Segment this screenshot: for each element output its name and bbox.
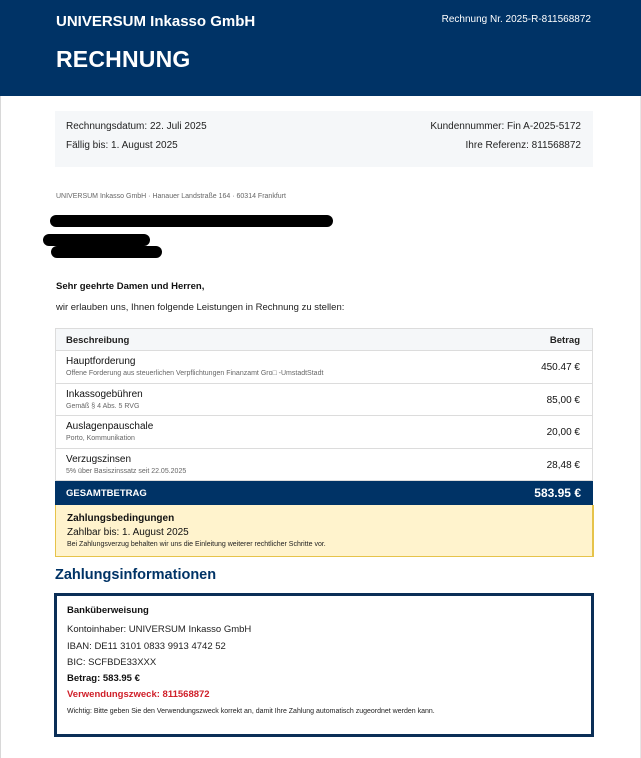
account-holder: Kontoinhaber: UNIVERSUM Inkasso GmbH <box>67 624 252 635</box>
invoice-number: Rechnung Nr. 2025-R-811568872 <box>441 14 591 25</box>
item-amount: 20,00 € <box>546 427 580 438</box>
total-row <box>55 481 593 505</box>
invoice-date: Rechnungsdatum: 22. Juli 2025 <box>66 121 207 132</box>
terms-notice: Bei Zahlungsverzug behalten wir uns die Einleitung weiterer rechtlicher Schritte vor. <box>67 541 326 548</box>
item-description: Hauptforderung <box>66 356 136 367</box>
table-header <box>56 329 592 351</box>
table-row <box>56 449 592 482</box>
payment-amount: Betrag: 583.95 € <box>67 673 140 684</box>
item-detail: 5% über Basiszinssatz seit 22.05.2025 <box>66 467 187 475</box>
document-title: RECHNUNG <box>56 46 191 72</box>
total-amount: 583.95 € <box>534 486 581 500</box>
table-row <box>56 351 592 384</box>
bic: BIC: SCFBDE33XXX <box>67 657 157 668</box>
payment-method: Banküberweisung <box>67 605 149 616</box>
invoice-items-table <box>55 328 593 481</box>
terms-payable-by: Zahlbar bis: 1. August 2025 <box>67 527 189 538</box>
bank-transfer-box <box>54 593 594 737</box>
item-description: Verzugszinsen <box>66 453 132 465</box>
invoice-meta-box <box>55 111 593 167</box>
redacted-recipient-line-1 <box>50 215 333 227</box>
intro-text: wir erlauben uns, Ihnen folgende Leistungen in Rechnung zu stellen: <box>56 302 345 313</box>
redacted-recipient-line-3 <box>51 246 162 258</box>
payment-section-title: Zahlungsinformationen <box>55 567 217 583</box>
salutation: Sehr geehrte Damen und Herren, <box>56 281 205 292</box>
item-detail: Porto, Kommunikation <box>66 435 135 442</box>
payment-note: Wichtig: Bitte geben Sie den Verwendungszweck korrekt an, damit Ihre Zahlung automatisch zugeordnet werden kann. <box>67 708 435 715</box>
payment-terms-box <box>55 505 594 557</box>
table-row <box>56 384 592 417</box>
item-detail: Offene Forderung aus steuerlichen Verpflichtungen Finanzamt Gro□ -UmstadtStadt <box>66 370 324 377</box>
sender-address-line: UNIVERSUM Inkasso GmbH · Hanauer Landstraße 164 · 60314 Frankfurt <box>56 193 286 200</box>
item-amount: 28,48 € <box>546 459 580 471</box>
redacted-recipient-line-2 <box>43 234 150 246</box>
total-label: GESAMTBETRAG <box>66 488 147 499</box>
item-description: Auslagenpauschale <box>66 421 154 432</box>
table-row <box>56 416 592 449</box>
invoice-header <box>0 0 641 96</box>
item-amount: 85,00 € <box>546 394 580 406</box>
company-name: UNIVERSUM Inkasso GmbH <box>56 13 256 30</box>
column-header-description: Beschreibung <box>66 335 130 346</box>
customer-reference: Ihre Referenz: 811568872 <box>465 140 581 151</box>
item-detail: Gemäß § 4 Abs. 5 RVG <box>66 402 140 410</box>
item-description: Inkassogebühren <box>66 388 143 400</box>
customer-number: Kundennummer: Fin A-2025-5172 <box>430 121 581 132</box>
terms-title: Zahlungsbedingungen <box>67 513 175 524</box>
iban: IBAN: DE11 3101 0833 9913 4742 52 <box>67 641 226 652</box>
item-amount: 450.47 € <box>541 362 580 373</box>
column-header-amount: Betrag <box>549 335 580 346</box>
due-date: Fällig bis: 1. August 2025 <box>66 140 178 151</box>
payment-purpose: Verwendungszweck: 811568872 <box>67 689 210 700</box>
